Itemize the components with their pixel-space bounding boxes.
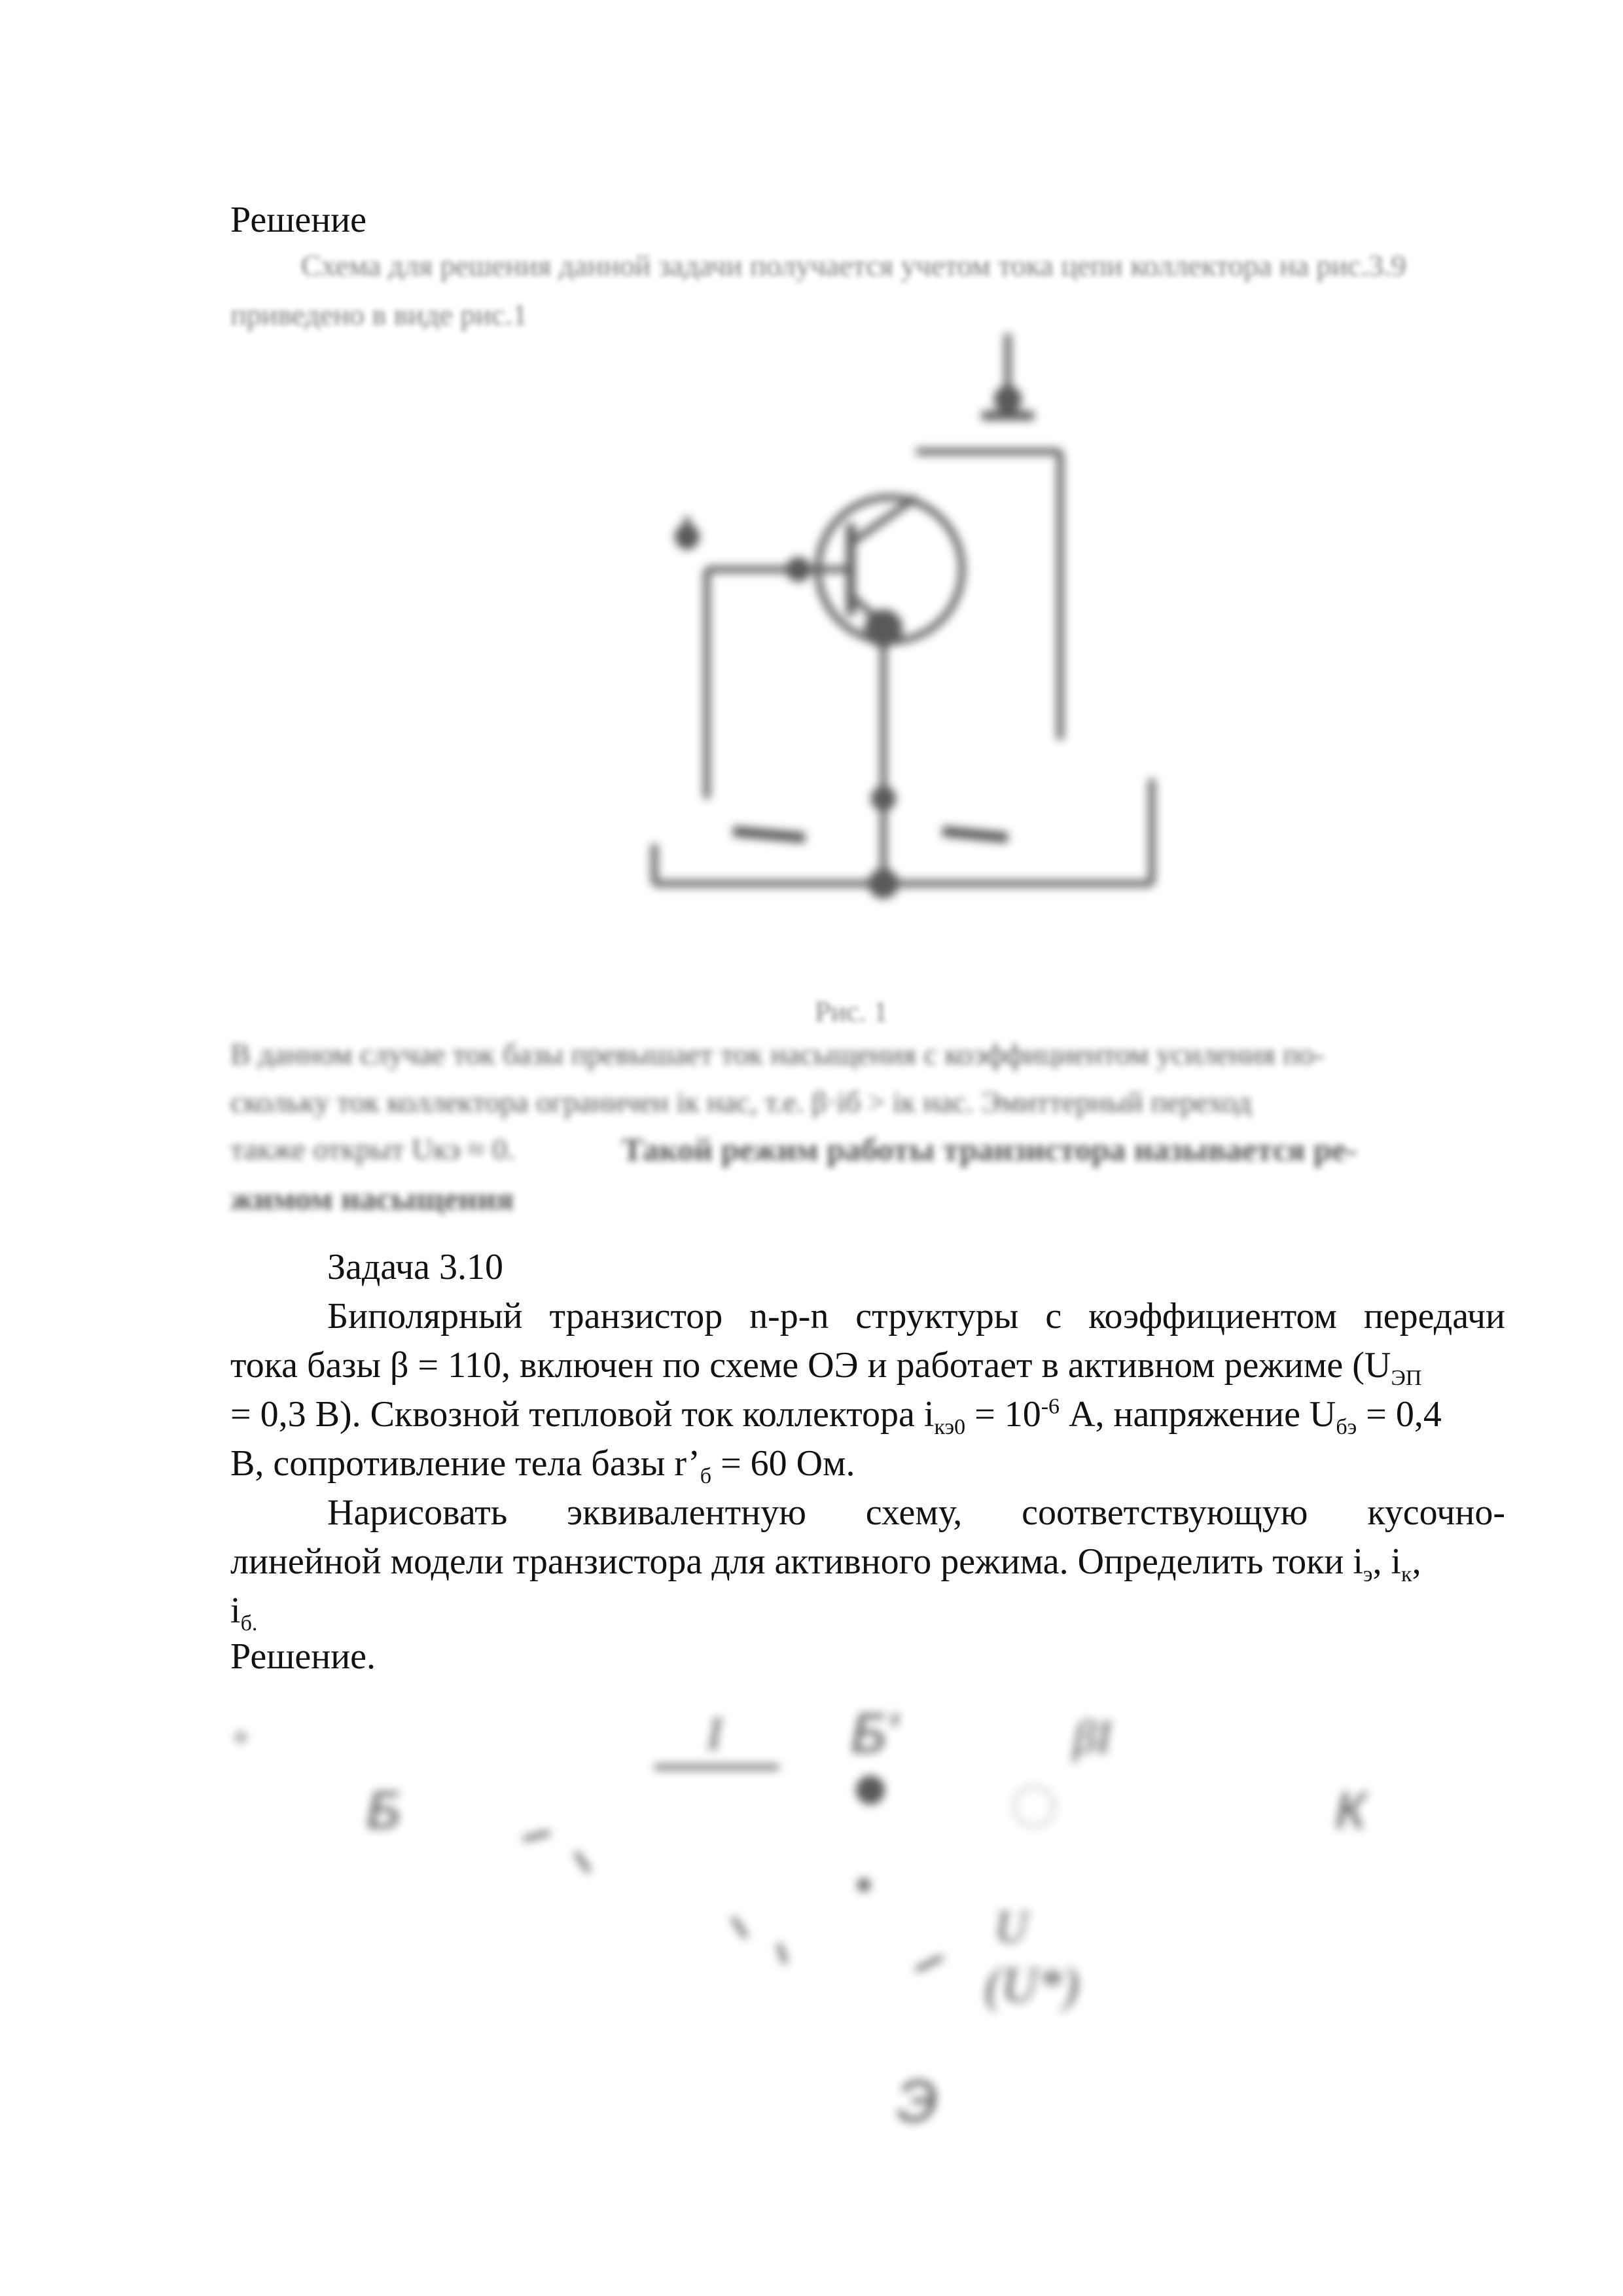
- collector-label: К: [1335, 1781, 1366, 1839]
- problem-line-5-text: Нарисовать эквивалентную схему, соответствующую кусочно-: [327, 1492, 1505, 1533]
- exponent-superscript: -6: [1041, 1394, 1060, 1419]
- figure-caption: Рис. 1: [815, 996, 888, 1028]
- conclusion-line-2: скольку ток коллектора ограничен iк нас, т.е. β·iб > iк нас. Эмиттерный переход: [230, 1085, 1252, 1119]
- intro-line-1: Схема для решения данной задачи получается учетом тока цепи коллектора на рис.3.9: [301, 249, 1406, 282]
- problem-line-3-d: = 0,4: [1357, 1394, 1442, 1435]
- problem-line-3-c: А, напряжение U: [1060, 1394, 1336, 1435]
- voltage-u-label: U: [995, 1902, 1028, 1952]
- base-label: Б: [366, 1781, 401, 1839]
- emitter-label: Э: [897, 2069, 938, 2134]
- ik-subscript: к: [1401, 1562, 1412, 1587]
- problem-line-1-text: Биполярный транзистор n-p-n структуры с коэффициентом передачи: [327, 1296, 1505, 1336]
- u-ep-subscript: ЭП: [1391, 1366, 1422, 1391]
- problem-line-3-a: = 0,3 В). Сквозной тепловой ток коллектора i: [230, 1394, 935, 1435]
- rb-subscript: б: [700, 1464, 712, 1489]
- conclusion-bold-1: Такой режим работы транзистора называется ре-: [622, 1131, 1357, 1168]
- ikeo-subscript: кэ0: [934, 1415, 966, 1440]
- solution-label: Решение.: [230, 1636, 376, 1677]
- voltage-u-star-label: (U*): [985, 1958, 1079, 2013]
- problem-line-4-a: В, сопротивление тела базы r’: [230, 1443, 700, 1484]
- heading-solution-top: Решение: [230, 200, 367, 240]
- problem-line-6-b: , i: [1372, 1541, 1402, 1582]
- base-prime-label: Б': [851, 1702, 897, 1764]
- problem-line-2-text: тока базы β = 110, включен по схеме ОЭ и работает в активном режиме (U: [230, 1345, 1391, 1386]
- problem-line-4-b: = 60 Ом.: [711, 1443, 855, 1484]
- problem-line-6-c: ,: [1412, 1541, 1421, 1582]
- beta-current-label: βI: [1073, 1712, 1112, 1763]
- problem-line-3-b: = 10: [965, 1394, 1041, 1435]
- ib-subscript: б.: [240, 1611, 258, 1636]
- intro-line-2: приведено в виде рис.1: [230, 298, 527, 331]
- plus-sign: +: [232, 1721, 249, 1753]
- ube-subscript: бэ: [1336, 1415, 1357, 1440]
- problem-title: Задача 3.10: [327, 1247, 504, 1287]
- conclusion-bold-2: жимом насыщения: [230, 1180, 514, 1217]
- problem-line-6-a: линейной модели транзистора для активного режима. Определить токи i: [230, 1541, 1363, 1582]
- conclusion-line-1: В данном случае ток базы превышает ток насыщения с коэффициентом усиления по-: [230, 1037, 1325, 1071]
- base-prime-node: [856, 1776, 885, 1804]
- current-i-label: I: [707, 1709, 722, 1759]
- problem-line-7-a: i: [230, 1590, 241, 1631]
- conclusion-line-3: также открыт Uкэ ≈ 0.: [230, 1132, 515, 1166]
- ie-subscript: э: [1363, 1562, 1373, 1587]
